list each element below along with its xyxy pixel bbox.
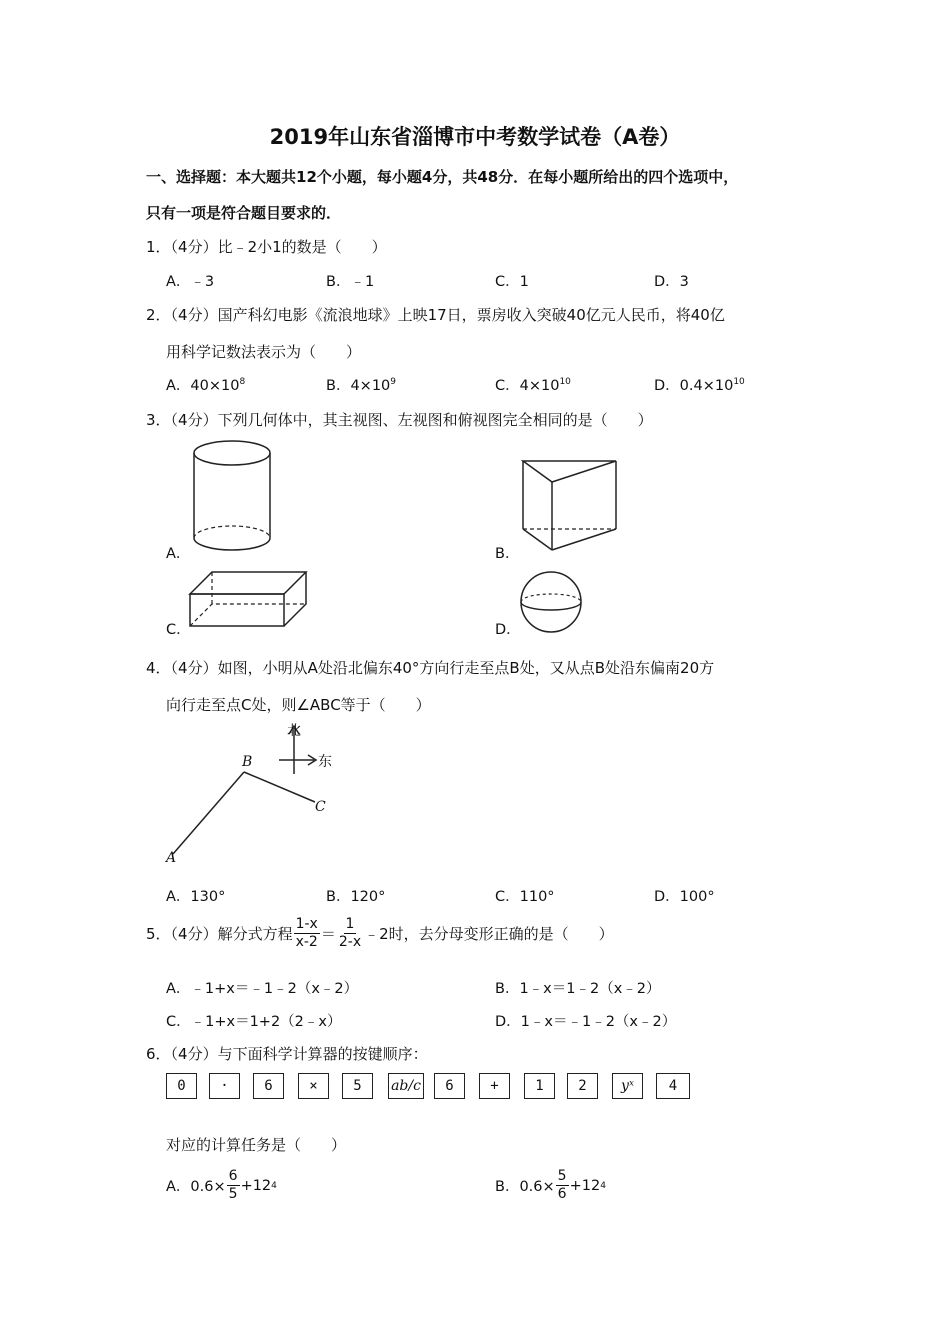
q6-task: 对应的计算任务是（ ） [166, 1136, 347, 1154]
calc-key-plus: + [479, 1073, 510, 1099]
calc-key-6b: 6 [434, 1073, 465, 1099]
calc-key-multiply: × [298, 1073, 329, 1099]
section-instructions-line1: 一、选择题：本大题共12个小题，每小题4分，共48分．在每小题所给出的四个选项中， [146, 168, 739, 186]
q1-option-c[interactable]: C．1 [495, 274, 529, 290]
direction-diagram [160, 722, 360, 872]
q6-stem: 6．（4分）与下面科学计算器的按键顺序： [146, 1045, 428, 1063]
calc-key-2: 2 [567, 1073, 598, 1099]
q2-option-a[interactable]: A．$40\times 10^8$ [166, 377, 246, 394]
q2-stem-line2: 用科学记数法表示为（ ） [166, 343, 362, 361]
calc-key-0: 0 [166, 1073, 197, 1099]
q5-option-a[interactable]: A．﹣1+x＝﹣1﹣2（x﹣2） [166, 981, 359, 997]
q2-option-c[interactable]: C．$4\times 10^{10}$ [495, 377, 571, 394]
q5-option-b[interactable]: B．1﹣x＝1﹣2（x﹣2） [495, 981, 661, 997]
q3-option-a[interactable]: A． [166, 546, 191, 562]
point-b-label: B [242, 754, 253, 770]
point-a-label: A [166, 850, 177, 866]
calc-key-1: 1 [524, 1073, 555, 1099]
q3-option-b[interactable]: B． [495, 546, 520, 562]
q3-option-d[interactable]: D． [495, 622, 521, 638]
calc-key-fraction: ab/c [388, 1073, 424, 1099]
q4-option-d[interactable]: D．100° [654, 889, 715, 905]
triangular-prism-figure [520, 458, 620, 554]
q5-option-c[interactable]: C．﹣1+x＝1+2（2﹣x） [166, 1014, 342, 1030]
calc-key-decimal: · [209, 1073, 240, 1099]
q4-stem-line1: 4．（4分）如图，小明从A处沿北偏东40°方向行走至点B处，又从点B处沿东偏南20方 [146, 659, 715, 677]
q5-fraction-left: $\frac{1-x}{x-2}$ [295, 916, 318, 950]
q4-option-b[interactable]: B．120° [326, 889, 386, 905]
q6-option-a[interactable]: A．0.6× $\frac{6}{5}$ +12 4 [166, 1168, 277, 1202]
q3-option-c[interactable]: C． [166, 622, 191, 638]
calc-key-4: 4 [656, 1073, 690, 1099]
q5-option-d[interactable]: D．1﹣x＝﹣1﹣2（x﹣2） [495, 1014, 677, 1030]
q4-option-a[interactable]: A．130° [166, 889, 226, 905]
q1-option-b[interactable]: B．﹣1 [326, 274, 375, 290]
q5-stem: 5．（4分）解分式方程 $\frac{1-x}{x-2}$ ＝ $\frac{1}{2-x}$ ﹣2时，去分母变形正确的是（ ） [146, 916, 614, 950]
point-c-label: C [315, 799, 326, 815]
q3-stem: 3．（4分）下列几何体中，其主视图、左视图和俯视图完全相同的是（ ） [146, 411, 653, 429]
q1-option-a[interactable]: A．﹣3 [166, 274, 215, 290]
q6-option-b[interactable]: B．0.6× $\frac{5}{6}$ +12 4 [495, 1168, 606, 1202]
q5-fraction-right: $\frac{1}{2-x}$ [338, 916, 362, 950]
cuboid-figure [188, 570, 310, 630]
calc-key-power: yˣ [612, 1073, 643, 1099]
page-title: 2019年山东省淄博市中考数学试卷（A卷） [269, 125, 681, 149]
q2-option-d[interactable]: D．$0.4\times 10^{10}$ [654, 377, 745, 394]
cylinder-figure [190, 438, 280, 556]
q1-option-d[interactable]: D．3 [654, 274, 689, 290]
section-instructions-line2: 只有一项是符合题目要求的． [146, 204, 342, 222]
q4-stem-line2: 向行走至点C处，则∠ABC等于（ ） [166, 696, 431, 714]
north-label: 北 [287, 723, 301, 739]
q4-option-c[interactable]: C．110° [495, 889, 555, 905]
east-label: 东 [318, 754, 332, 770]
sphere-figure [519, 570, 583, 634]
calc-key-5: 5 [342, 1073, 373, 1099]
q2-option-b[interactable]: B．$4\times 10^9$ [326, 377, 397, 394]
calc-key-6: 6 [253, 1073, 284, 1099]
q2-stem-line1: 2．（4分）国产科幻电影《流浪地球》上映17日，票房收入突破40亿元人民币，将40亿 [146, 306, 725, 324]
q1-stem: 1．（4分）比﹣2小1的数是（ ） [146, 238, 387, 256]
